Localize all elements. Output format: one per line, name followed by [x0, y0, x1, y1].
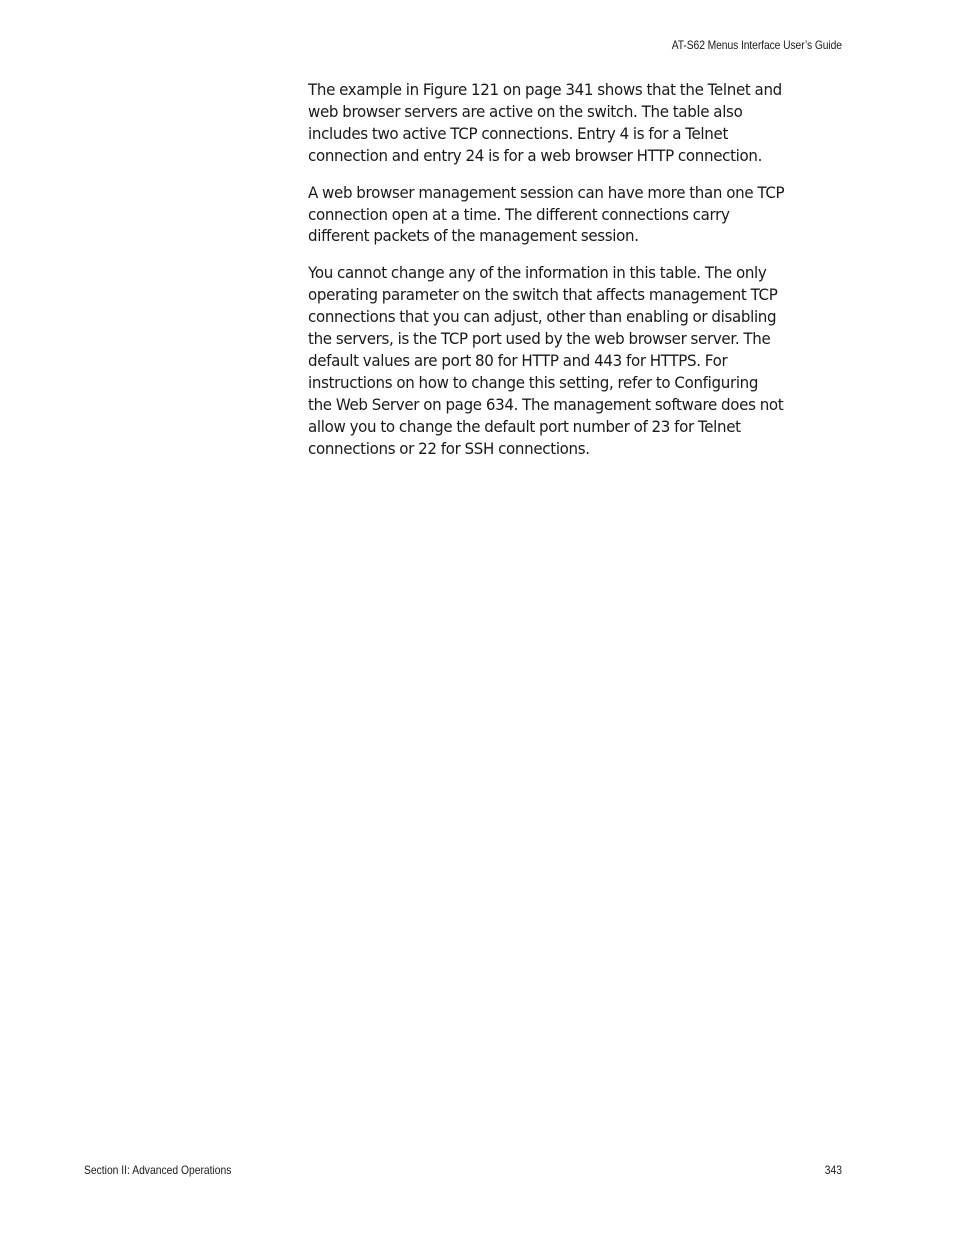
text-line: A web browser management session can have more than one TCP [308, 182, 785, 202]
text-line: connection open at a time. The different connections carry [308, 204, 730, 224]
text-line: allow you to change the default port number of 23 for Telnet [308, 416, 741, 436]
text-line: the servers, is the TCP port used by the web browser server. The [308, 329, 771, 349]
text-line: web browser servers are active on the switch. The table also [308, 101, 743, 121]
text-line: default values are port 80 for HTTP and 443 for HTTPS. For [308, 350, 728, 370]
text-line: includes two active TCP connections. Entry 4 is for a Telnet [308, 123, 729, 143]
page-number: 343 [824, 1163, 842, 1177]
text-line: connections that you can adjust, other than enabling or disabling [308, 307, 777, 327]
running-footer [84, 1163, 842, 1179]
body-text [308, 79, 828, 475]
paragraph-tcp-port [308, 262, 828, 459]
text-line: connection and entry 24 is for a web browser HTTP connection. [308, 145, 763, 165]
paragraph-telnet-servers [308, 79, 828, 167]
paragraph-web-sessions [308, 182, 828, 248]
text-line: The example in Figure 121 on page 341 shows that the Telnet and [308, 80, 782, 99]
text-line: the Web Server on page 634. The management software does not [308, 394, 784, 414]
text-line: instructions on how to change this setting, refer to Configuring [308, 372, 759, 392]
running-header: AT-S62 Menus Interface User’s Guide [671, 38, 842, 52]
text-line: operating parameter on the switch that affects management TCP [308, 285, 778, 305]
text-line: You cannot change any of the information in this table. The only [308, 263, 767, 283]
footer-section-title: Section II: Advanced Operations [84, 1163, 232, 1177]
text-line: different packets of the management session. [308, 226, 639, 246]
text-line: connections or 22 for SSH connections. [308, 438, 590, 458]
